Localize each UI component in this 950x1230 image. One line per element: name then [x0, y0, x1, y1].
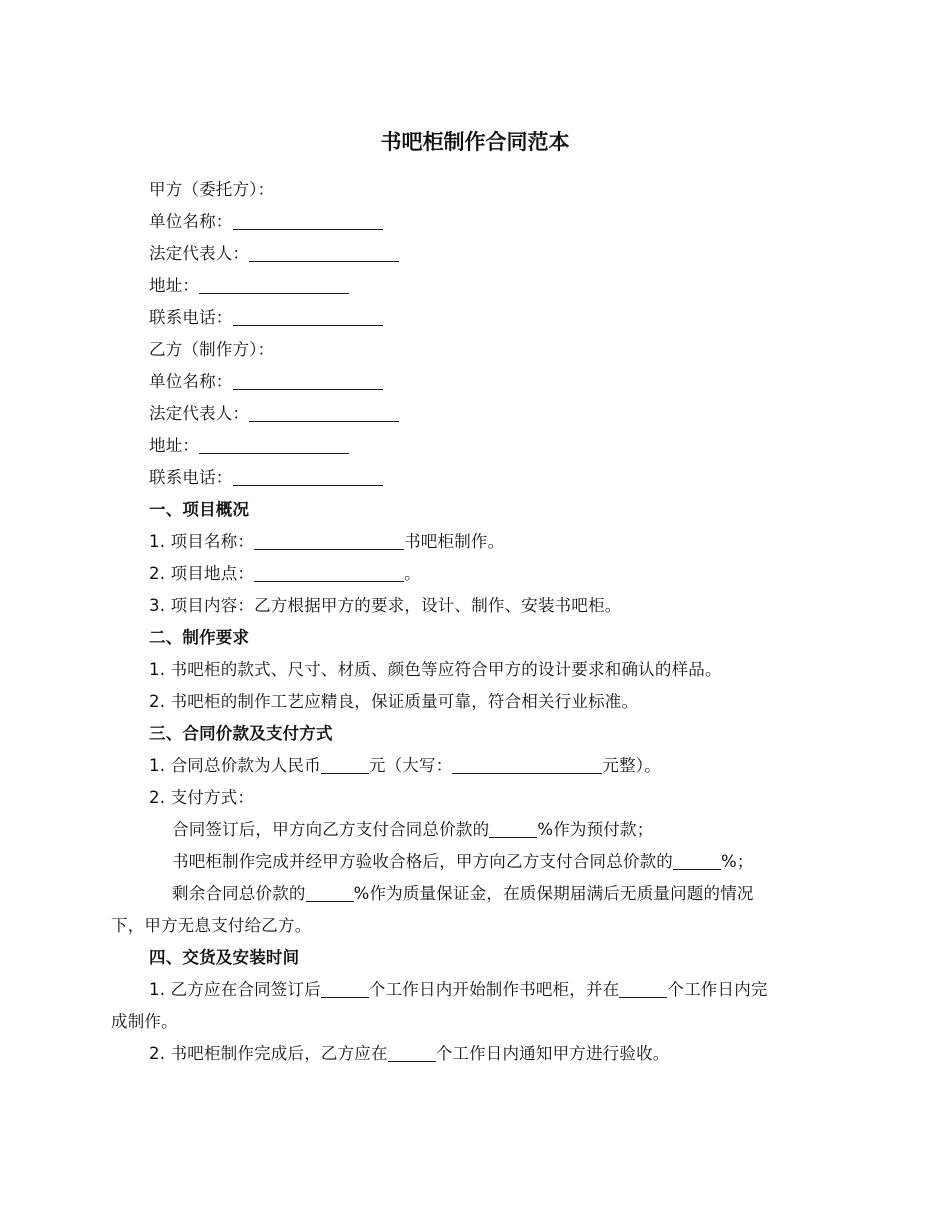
payment-acceptance-prefix: 书吧柜制作完成并经甲方验收合格后，甲方向乙方支付合同总价款的	[172, 852, 673, 871]
party-b-phone-line	[111, 462, 841, 494]
document-title: 书吧柜制作合同范本	[380, 130, 570, 154]
party-a-phone-blank[interactable]	[233, 307, 383, 326]
party-a-header: 甲方（委托方）：	[149, 180, 275, 199]
party-b-phone-label: 联系电话：	[149, 468, 233, 487]
payment-acceptance-blank[interactable]	[673, 851, 721, 870]
party-a-address-line	[111, 270, 841, 302]
section-4-item-2	[111, 1038, 841, 1070]
total-price-prefix: 1. 合同总价款为人民币	[149, 756, 321, 775]
party-a-unit-blank[interactable]	[233, 211, 383, 230]
party-b-rep-blank[interactable]	[249, 403, 399, 422]
party-b-address-label: 地址：	[149, 436, 200, 455]
finish-days-blank[interactable]	[619, 979, 667, 998]
party-a-address-blank[interactable]	[199, 275, 349, 294]
total-price-blank[interactable]	[321, 755, 369, 774]
section-4-item-1-continued: 成制作。	[111, 1012, 178, 1031]
party-a-unit-label: 单位名称：	[149, 212, 233, 231]
section-3-heading: 三、合同价款及支付方式	[149, 724, 333, 743]
payment-acceptance-suffix: %；	[721, 852, 754, 871]
start-time-prefix: 1. 乙方应在合同签订后	[149, 980, 321, 999]
project-name-blank[interactable]	[254, 531, 404, 550]
project-location-suffix: 。	[404, 564, 421, 583]
party-b-unit-blank[interactable]	[233, 371, 383, 390]
section-4-item-1	[111, 974, 841, 1006]
payment-retention-suffix: %作为质量保证金，在质保期届满后无质量问题的情况	[353, 884, 754, 903]
party-b-header: 乙方（制作方）：	[149, 340, 275, 359]
notify-time-suffix: 个工作日内通知甲方进行验收。	[435, 1044, 670, 1063]
party-a-phone-line	[111, 302, 841, 334]
party-a-address-label: 地址：	[149, 276, 200, 295]
section-2-item-1: 1. 书吧柜的款式、尺寸、材质、颜色等应符合甲方的设计要求和确认的样品。	[149, 660, 722, 679]
payment-advance-suffix: %作为预付款；	[537, 820, 654, 839]
party-b-unit-line	[111, 366, 841, 398]
section-1-item-1	[111, 526, 841, 558]
payment-acceptance-line	[111, 846, 841, 878]
total-price-suffix: 元整）。	[602, 756, 661, 775]
payment-retention-line	[111, 878, 841, 910]
start-time-middle: 个工作日内开始制作书吧柜，并在	[368, 980, 620, 999]
party-b-address-blank[interactable]	[199, 435, 349, 454]
section-1-item-3: 3. 项目内容：乙方根据甲方的要求，设计、制作、安装书吧柜。	[149, 596, 622, 615]
party-a-rep-blank[interactable]	[249, 243, 399, 262]
notify-time-prefix: 2. 书吧柜制作完成后，乙方应在	[149, 1044, 388, 1063]
total-price-capital-blank[interactable]	[452, 755, 602, 774]
document-body	[111, 174, 841, 1070]
party-b-address-line	[111, 430, 841, 462]
section-3-item-1	[111, 750, 841, 782]
party-a-unit-line	[111, 206, 841, 238]
section-3-item-2: 2. 支付方式：	[149, 788, 255, 807]
party-b-phone-blank[interactable]	[233, 467, 383, 486]
project-location-prefix: 2. 项目地点：	[149, 564, 255, 583]
project-location-blank[interactable]	[254, 563, 404, 582]
section-2-item-2: 2. 书吧柜的制作工艺应精良，保证质量可靠，符合相关行业标准。	[149, 692, 639, 711]
payment-retention-prefix: 剩余合同总价款的	[172, 884, 306, 903]
section-1-item-2	[111, 558, 841, 590]
project-name-prefix: 1. 项目名称：	[149, 532, 255, 551]
total-price-capital-prefix: 元（大写：	[368, 756, 453, 775]
finish-time-suffix: 个工作日内完	[667, 980, 768, 999]
section-1-heading: 一、项目概况	[149, 500, 250, 519]
payment-advance-line	[111, 814, 841, 846]
section-4-heading: 四、交货及安装时间	[149, 948, 300, 967]
party-a-phone-label: 联系电话：	[149, 308, 233, 327]
payment-advance-prefix: 合同签订后，甲方向乙方支付合同总价款的	[172, 820, 490, 839]
party-b-unit-label: 单位名称：	[149, 372, 233, 391]
project-name-suffix: 书吧柜制作。	[404, 532, 505, 551]
section-2-heading: 二、制作要求	[149, 628, 250, 647]
payment-retention-blank[interactable]	[306, 883, 354, 902]
notify-days-blank[interactable]	[388, 1043, 436, 1062]
party-b-rep-line	[111, 398, 841, 430]
party-a-rep-line	[111, 238, 841, 270]
payment-retention-continued: 下，甲方无息支付给乙方。	[111, 916, 312, 935]
payment-advance-blank[interactable]	[489, 819, 537, 838]
start-days-blank[interactable]	[321, 979, 369, 998]
party-a-rep-label: 法定代表人：	[149, 244, 250, 263]
party-b-rep-label: 法定代表人：	[149, 404, 250, 423]
